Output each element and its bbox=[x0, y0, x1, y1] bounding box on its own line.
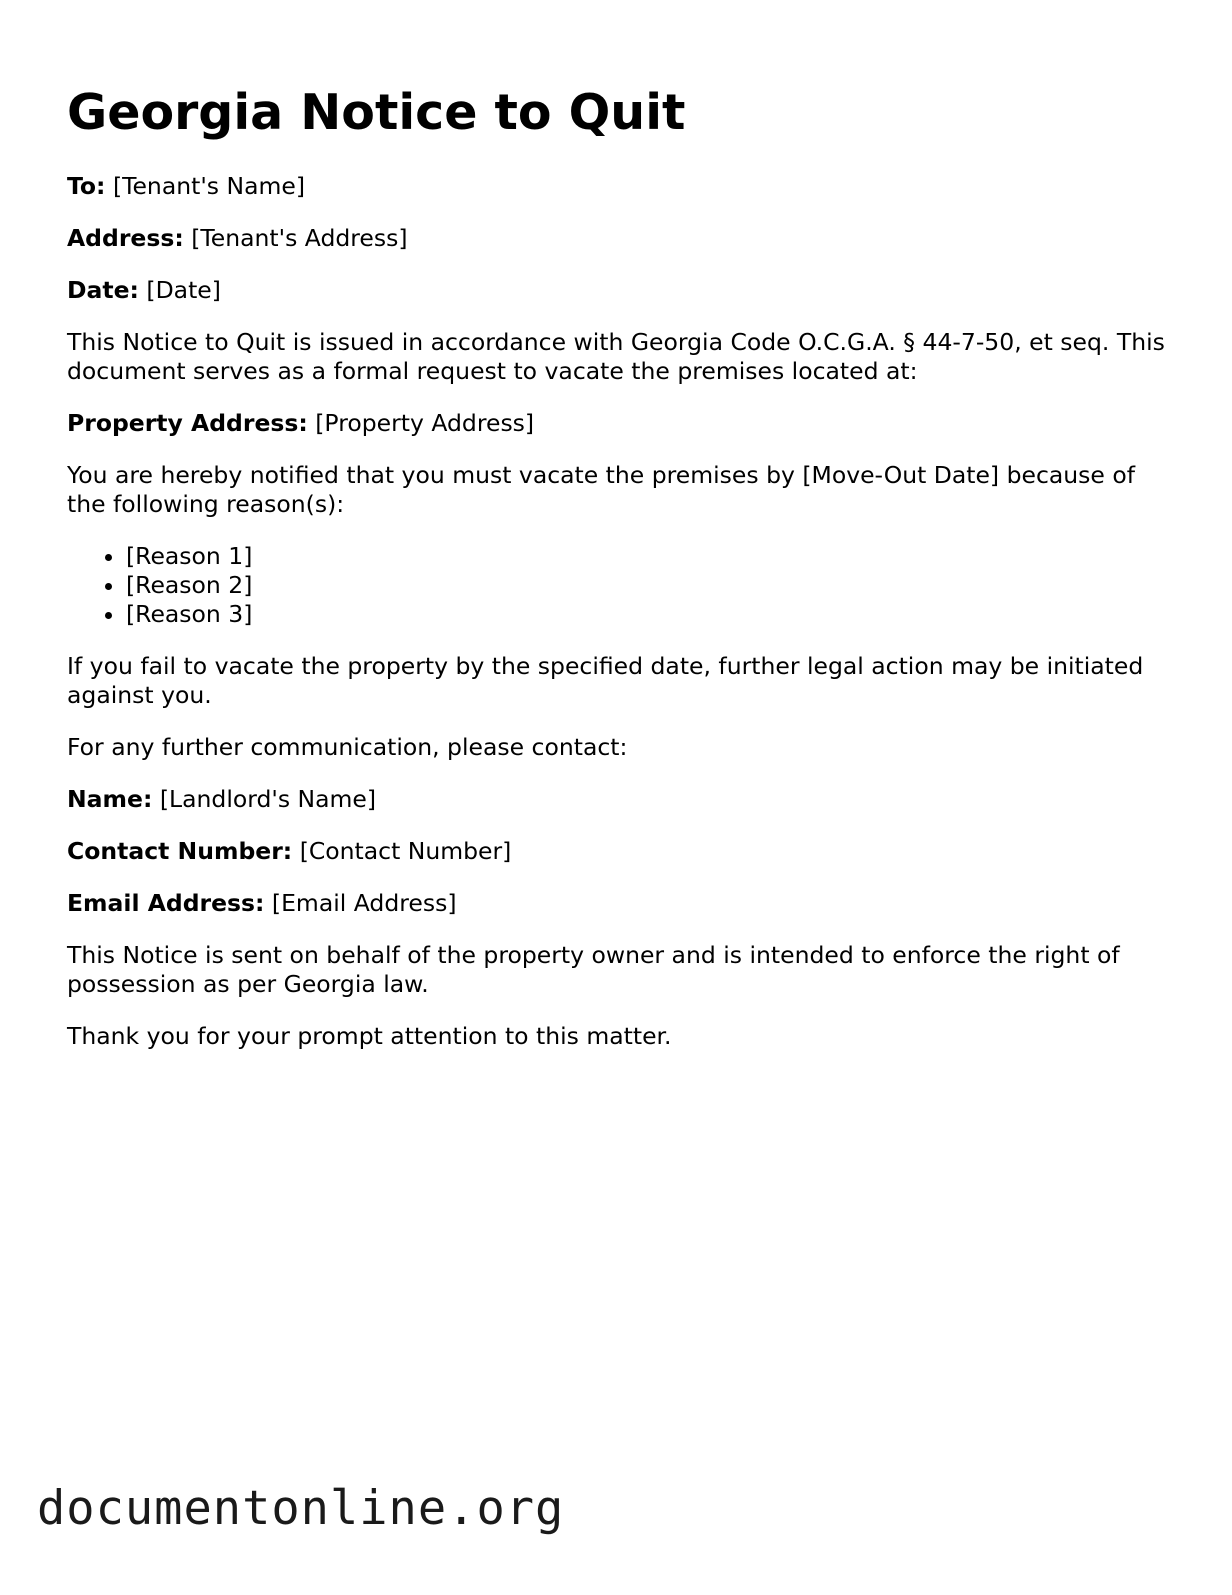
reason-item: • [Reason 3] bbox=[126, 600, 1177, 629]
address-value: [Tenant's Address] bbox=[191, 224, 408, 252]
document-body bbox=[67, 172, 1177, 1074]
email-line bbox=[67, 889, 1177, 918]
property-address-value: [Property Address] bbox=[315, 409, 535, 437]
email-label: Email Address: bbox=[67, 889, 265, 917]
contact-number-label: Contact Number: bbox=[67, 837, 293, 865]
reasons-list bbox=[67, 542, 1177, 629]
intro-paragraph: This Notice to Quit is issued in accordance with Georgia Code O.C.G.A. § 44-7-50, et seq. This document serves as a formal request to vacate the premises located at: bbox=[67, 328, 1165, 385]
name-value: [Landlord's Name] bbox=[159, 785, 377, 813]
email-value: [Email Address] bbox=[271, 889, 457, 917]
date-label: Date: bbox=[67, 276, 139, 304]
name-label: Name: bbox=[67, 785, 153, 813]
behalf-paragraph: This Notice is sent on behalf of the property owner and is intended to enforce the right of possession as per Georgia law. bbox=[67, 941, 1120, 998]
consequence-paragraph: If you fail to vacate the property by the specified date, further legal action may be initiated against you. bbox=[67, 652, 1144, 709]
property-address-label: Property Address: bbox=[67, 409, 308, 437]
property-address-line bbox=[67, 409, 1177, 438]
watermark: documentonline.org bbox=[37, 1481, 565, 1536]
contact-intro: For any further communication, please contact: bbox=[67, 733, 628, 761]
reason-item: • [Reason 2] bbox=[126, 571, 1177, 600]
date-line bbox=[67, 276, 1177, 305]
notice-paragraph: You are hereby notified that you must vacate the premises by [Move-Out Date] because of the following reason(s): bbox=[67, 461, 1135, 518]
reason-item: • [Reason 1] bbox=[126, 542, 1177, 571]
date-value: [Date] bbox=[146, 276, 221, 304]
thanks-paragraph: Thank you for your prompt attention to this matter. bbox=[67, 1022, 672, 1050]
document-title: Georgia Notice to Quit bbox=[67, 84, 686, 141]
to-line bbox=[67, 172, 1177, 201]
address-line bbox=[67, 224, 1177, 253]
name-line bbox=[67, 785, 1177, 814]
address-label: Address: bbox=[67, 224, 184, 252]
to-value: [Tenant's Name] bbox=[112, 172, 305, 200]
contact-number-value: [Contact Number] bbox=[299, 837, 512, 865]
contact-number-line bbox=[67, 837, 1177, 866]
to-label: To: bbox=[67, 172, 106, 200]
